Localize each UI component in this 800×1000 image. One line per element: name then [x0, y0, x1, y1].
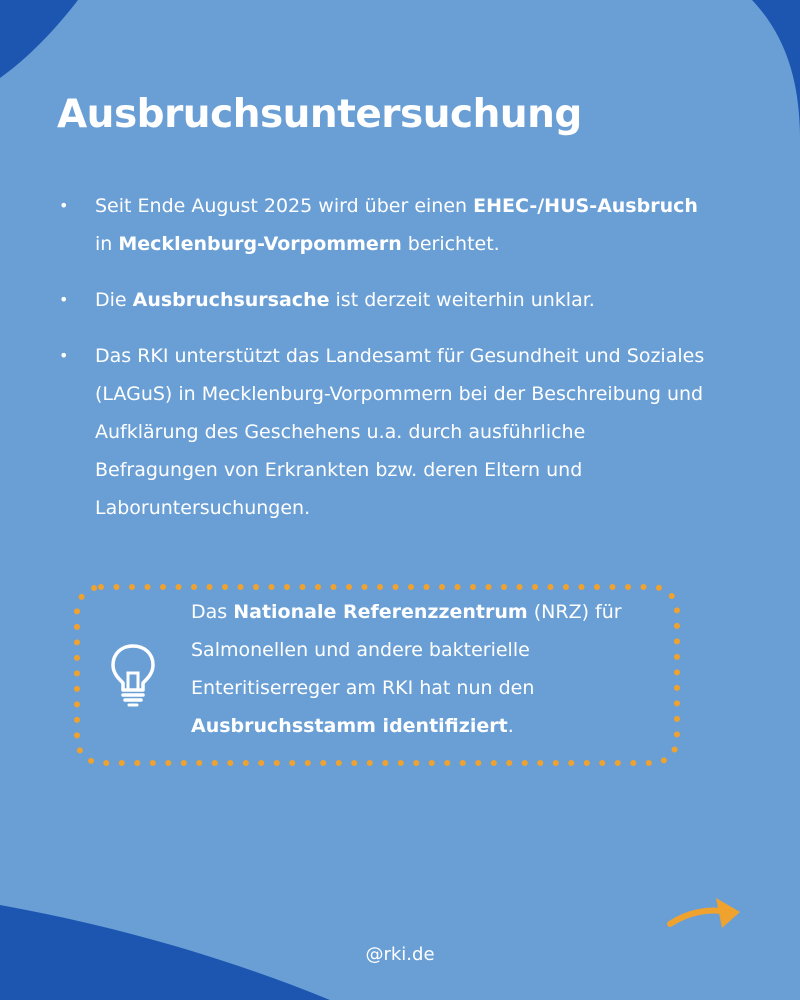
bullet-dot: • — [59, 346, 69, 365]
arrow-right-icon[interactable] — [664, 888, 744, 936]
bullet-dot: • — [59, 196, 69, 215]
bullet-text-1: Seit Ende August 2025 wird über einen EHEC-/HUS-Ausbruch in Mecklenburg-Vorpommern berichtet. — [95, 195, 698, 255]
bullet-item — [57, 281, 707, 319]
info-box — [73, 583, 681, 767]
page-title: Ausbruchsuntersuchung — [57, 92, 582, 137]
bullet-item — [57, 337, 707, 527]
footer-handle: @rki.de — [365, 944, 435, 965]
bullet-text-3: Das RKI unterstützt das Landesamt für Gesundheit und Soziales (LAGuS) in Mecklenburg-Vorpommern bei der Beschreibung und Aufklärung des Geschehens u.a. durch ausführliche Befragungen von Erkrankten bzw. deren Eltern und Laboruntersuchungen. — [95, 345, 705, 519]
bullet-dot: • — [59, 290, 69, 309]
bullet-text-2: Die Ausbruchsursache ist derzeit weiterhin unklar. — [95, 289, 595, 311]
info-box-text: Das Nationale Referenzzentrum (NRZ) für Salmonellen und andere bakterielle Enteritiserreger am RKI hat nun den Ausbruchsstamm identifiziert. — [191, 601, 622, 737]
bullet-list — [57, 187, 707, 545]
bullet-item — [57, 187, 707, 263]
lightbulb-icon — [109, 643, 157, 707]
